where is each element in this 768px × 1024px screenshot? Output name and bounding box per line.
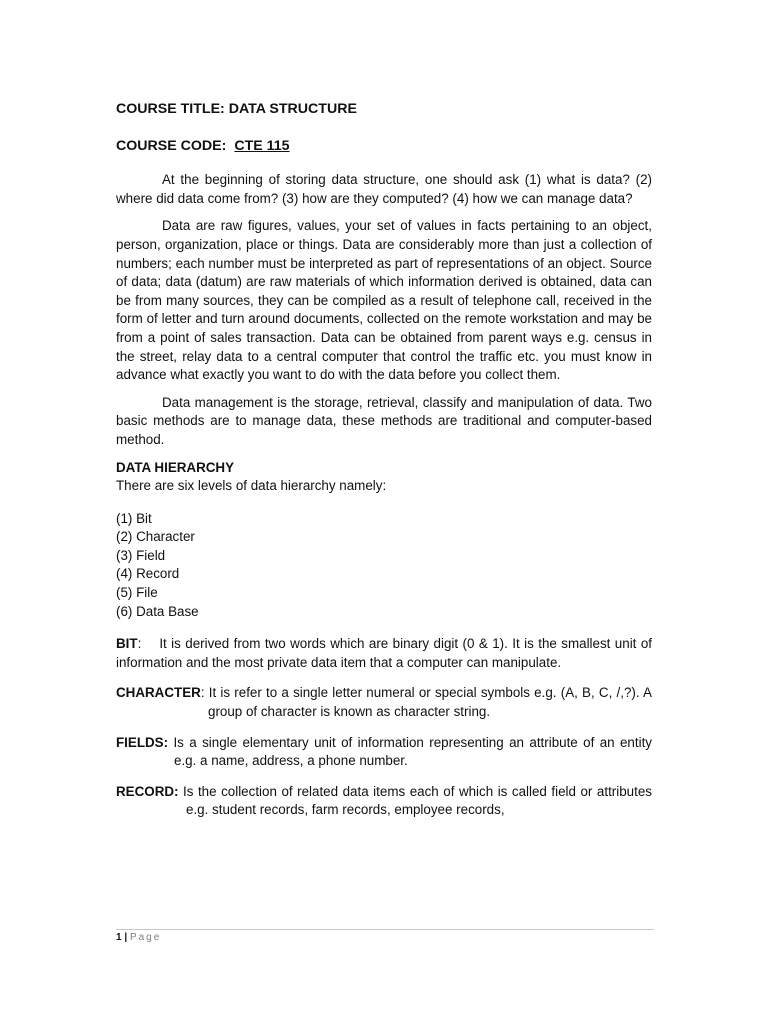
character-term: CHARACTER xyxy=(116,685,201,701)
bit-colon: : xyxy=(137,636,142,652)
footer-separator: | xyxy=(124,932,128,943)
character-text: : It is refer to a single letter numeral or special symbols e.g. (A, B, C, /,?). A group of character is known as character string. xyxy=(200,685,652,720)
bit-definition xyxy=(116,635,652,672)
list-item: (3) Field xyxy=(116,547,166,563)
record-term: RECORD: xyxy=(116,783,179,799)
record-definition xyxy=(116,783,652,820)
record-text: Is the collection of related data items each of which is called field or attributes e.g. student records, farm records, employee records, xyxy=(178,783,652,818)
hierarchy-intro: There are six levels of data hierarchy namely: xyxy=(116,478,387,494)
page-label: Page xyxy=(129,932,162,943)
page-number: 1 xyxy=(116,932,122,943)
course-code-value: CTE 115 xyxy=(234,137,290,154)
list-item: (4) Record xyxy=(116,566,180,582)
intro-paragraph: At the beginning of storing data structure, one should ask (1) what is data? (2) where did data come from? (3) how are they computed? (4) how we can manage data? xyxy=(116,172,652,206)
hierarchy-list xyxy=(116,510,652,622)
fields-term: FIELDS: xyxy=(116,734,169,750)
page-footer xyxy=(116,932,161,943)
list-item: (1) Bit xyxy=(116,510,152,526)
character-definition xyxy=(116,684,652,721)
course-title: COURSE TITLE: DATA STRUCTURE xyxy=(116,101,357,117)
list-item: (2) Character xyxy=(116,529,195,545)
bit-term: BIT xyxy=(116,636,138,652)
page-content xyxy=(116,100,652,832)
course-code-label: COURSE CODE: xyxy=(116,137,227,154)
footer-divider xyxy=(116,929,654,930)
bit-text: It is derived from two words which are binary digit (0 & 1). It is the smallest unit of information and the most private data item that a computer can manipulate. xyxy=(116,636,652,670)
list-item: (6) Data Base xyxy=(116,603,199,619)
fields-text: Is a single elementary unit of information representing an attribute of an entity e.g. a name, address, a phone number. xyxy=(168,734,652,769)
hierarchy-heading: DATA HIERARCHY xyxy=(116,459,235,475)
fields-definition xyxy=(116,734,652,771)
data-definition-paragraph: Data are raw figures, values, your set of values in facts pertaining to an object, person, organization, place or things. Data are considerably more than just a collection of numbers; each number must be interpreted as part of representations of an object. Source of data; data (datum) are raw materials of which information derived is obtained, data can be from many sources, they can be compiled as a result of telephone call, received in the form of letter and turn around documents, collected on the remote workstation and may be from a point of sales transaction. Data can be obtained from parent ways e.g. census in the street, relay data to a central computer that control the traffic etc. you must know in advance what exactly you want to do with the data before you collect them. xyxy=(116,218,652,383)
course-code xyxy=(116,137,652,156)
data-management-paragraph: Data management is the storage, retrieval, classify and manipulation of data. Two basic methods are to manage data, these methods are traditional and computer-based method. xyxy=(116,394,652,447)
list-item: (5) File xyxy=(116,585,158,601)
